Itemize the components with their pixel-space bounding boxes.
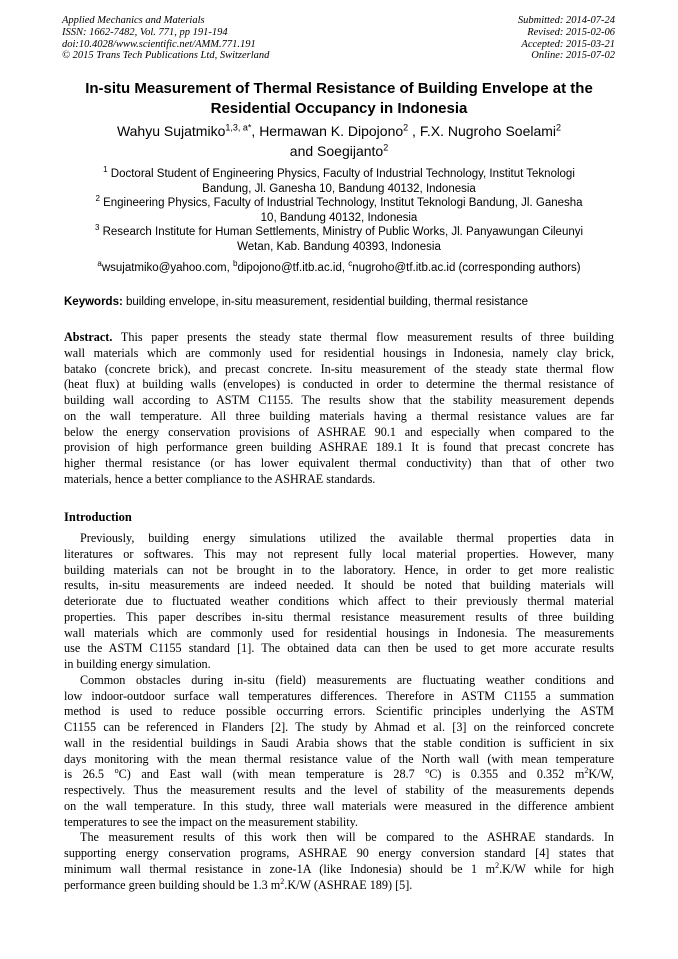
- abstract-line: [64, 330, 614, 346]
- text-run: C) and East wall (with mean temperature is 28.7: [118, 767, 426, 782]
- text-run: performance green building should be 1.3 m: [64, 877, 281, 892]
- author-list: [60, 121, 618, 161]
- date-revised: Revised: 2015-02-06: [527, 26, 615, 38]
- abstract-line: batako (concrete brick), and precast concrete. In-situ measurement of the steady state thermal flow: [64, 361, 614, 376]
- author-emails: [60, 261, 618, 276]
- paragraph-line: temperatures to see the impact on the measurement stability.: [64, 814, 358, 829]
- date-online: Online: 2015-07-02: [531, 50, 615, 62]
- paragraph-line: [64, 767, 614, 783]
- paragraph-line: [64, 878, 614, 894]
- journal-copyright: © 2015 Trans Tech Publications Ltd, Switzerland: [62, 50, 270, 62]
- paragraph-line: supporting energy conservation programs, ASHRAE 90 energy conversion standard [4] states that: [64, 846, 614, 860]
- date-accepted: Accepted: 2015-03-21: [521, 38, 615, 50]
- author-sup: 2: [383, 142, 389, 153]
- email-sup: c: [348, 259, 353, 269]
- introduction-body: [64, 531, 614, 893]
- paragraph-line: Common obstacles during in-situ (field) measurements are fluctuating weather conditions and: [80, 672, 614, 687]
- affiliation-1: [68, 167, 610, 197]
- author-sup: 1,3, a*: [225, 122, 252, 133]
- degree-sup: o: [114, 766, 119, 776]
- paragraph-line: literatures or softwares. This may not represent fully local material properties. However, many: [64, 546, 614, 561]
- degree-sup: o: [425, 766, 430, 776]
- affiliation-line: Bandung, Jl. Ganesha 10, Bandung 40132, Indonesia: [202, 183, 476, 195]
- paragraph-line: building materials can not be brought in to the laboratory. Hence, in order to get more realistic: [64, 562, 614, 577]
- paragraph-line: wall in the residential buildings in Saudi Arabia shows that the stable condition is sufficient in six: [64, 735, 614, 750]
- text-run: is 26.5: [64, 767, 115, 782]
- paragraph-line: wall materials which are commonly used for residential housings in Indonesia. The measurements: [64, 625, 614, 640]
- affiliation-number: 2: [95, 194, 100, 204]
- author-separator: ,: [408, 123, 420, 139]
- unit-sup: 2: [280, 876, 285, 886]
- abstract-line: materials, hence a better compliance to the ASHRAE standards.: [64, 471, 376, 486]
- paragraph-line: use the ASTM C1155 standard [1]. The obtained data can then be used to get more accurate results: [64, 641, 614, 656]
- keywords-text: building envelope, in-situ measurement, residential building, thermal resistance: [122, 296, 529, 308]
- paragraph-line: The measurement results of this work then will be compared to the ASHRAE standards. In: [80, 830, 614, 845]
- affiliation-3: [68, 225, 610, 255]
- keywords-label: Keywords:: [64, 296, 123, 308]
- author-sup: 2: [556, 122, 562, 133]
- paragraph-line: on the wall temperature. In this study, three wall materials were measured in the difference ambient: [64, 798, 614, 813]
- email-sup: a: [97, 259, 102, 269]
- author-name: Soegijanto: [317, 143, 384, 159]
- paragraph-line: deteriorate due to fluctuated weather conditions which affect to their previously thermal material: [64, 594, 614, 608]
- submission-dates: [518, 15, 615, 62]
- journal-name: Applied Mechanics and Materials: [62, 15, 205, 26]
- paper-title: [60, 79, 618, 119]
- text-run: K/W,: [588, 767, 614, 782]
- journal-issn: ISSN: 1662-7482, Vol. 771, pp 191-194: [62, 26, 228, 38]
- email-link[interactable]: nugroho@tf.itb.ac.id (corresponding authors): [352, 262, 581, 274]
- affiliation-number: 1: [103, 165, 108, 175]
- abstract-line: provision of high performance green building ASHRAE 189.1 It is found that precast concrete has: [64, 440, 614, 455]
- paragraph-line: Previously, building energy simulations utilized the available thermal properties data in: [80, 531, 614, 545]
- paragraph-line: properties. This paper describes in-situ thermal resistance measurement results of three building: [64, 609, 614, 624]
- paragraph-line: [64, 862, 614, 878]
- section-heading-introduction: Introduction: [64, 510, 132, 524]
- author-separator: and: [289, 143, 318, 159]
- journal-doi: doi:10.4028/www.scientific.net/AMM.771.191: [62, 38, 256, 50]
- abstract-label: Abstract.: [64, 330, 113, 344]
- email-link[interactable]: wsujatmiko@yahoo.com,: [101, 262, 234, 274]
- email-sup: b: [233, 259, 238, 269]
- text-run: .K/W (ASHRAE 189) [5].: [284, 877, 413, 892]
- affiliation-line: Engineering Physics, Faculty of Industrial Technology, Institut Teknologi Bandung, Jl. Ganesha: [103, 197, 583, 209]
- author-sup: 2: [403, 122, 409, 133]
- author-name: Wahyu Sujatmiko: [116, 123, 226, 139]
- text-run: C) is 0.355 and 0.352 m: [429, 767, 585, 782]
- paragraph-line: C1155 can be referenced in Flanders [2]. The study by Ahmad et al. [3] on the reinforced concrete: [64, 720, 614, 734]
- title-line: Residential Occupancy in Indonesia: [210, 100, 468, 117]
- affiliation-2: [68, 196, 610, 226]
- affiliation-line: Wetan, Kab. Bandung 40393, Indonesia: [237, 241, 441, 253]
- keywords: [64, 295, 618, 310]
- paragraph-line: respectively. Thus the measurement results and the level of stability of the measurements depends: [64, 783, 614, 797]
- abstract-line: wall materials which are commonly used for residential housings in Indonesia, namely clay brick,: [64, 345, 614, 360]
- text-run: .K/W while for high: [499, 861, 614, 876]
- paragraph-line: low indoor-outdoor surface wall temperatures differences. Therefore in ASTM C1155 a summation: [64, 688, 614, 703]
- abstract-line: on the wall temperature. All three building materials having a thermal resistance values are far: [64, 408, 614, 423]
- text-run: minimum wall thermal resistance in zone-1A (like Indonesia) should be 1 m: [64, 861, 496, 876]
- title-line: In-situ Measurement of Thermal Resistance of Building Envelope at the: [85, 80, 593, 97]
- abstract-line: building wall according to ASTM C1155. The results show that the stability measurement depends: [64, 393, 614, 407]
- author-separator: ,: [251, 123, 260, 139]
- unit-sup: 2: [584, 766, 589, 776]
- date-submitted: Submitted: 2014-07-24: [517, 15, 615, 26]
- abstract-text: This paper presents the steady state thermal flow measurement results of three building: [112, 330, 614, 344]
- paragraph-line: days monitoring with the mean thermal resistance value of the North wall (with mean temperature: [64, 751, 614, 766]
- email-link[interactable]: dipojono@tf.itb.ac.id,: [237, 262, 349, 274]
- abstract-line: (heat flux) at building walls (envelopes) is conducted in order to determine the thermal resistance of: [64, 377, 614, 392]
- affiliation-line: 10, Bandung 40132, Indonesia: [260, 212, 418, 224]
- paragraph-line: in building energy simulation.: [64, 657, 211, 671]
- author-name: F.X. Nugroho Soelami: [419, 123, 557, 139]
- author-name: Hermawan K. Dipojono: [259, 123, 404, 139]
- paragraph-line: results, in-situ measurements are indeed needed. It should be noted that building materials will: [64, 578, 614, 593]
- abstract-line: below the energy conservation provisions of ASHRAE 90.1 and especially when compared to the: [64, 424, 614, 439]
- affiliation-line: Research Institute for Human Settlements, Ministry of Public Works, Jl. Panyawungan Cileunyi: [102, 226, 584, 238]
- journal-info: [62, 15, 269, 62]
- paragraph-line: method is used to reduce possible occurring errors. Scientific principles underlying the ASTM: [64, 704, 614, 719]
- unit-sup: 2: [495, 860, 500, 870]
- abstract: [64, 330, 614, 488]
- affiliation-line: Doctoral Student of Engineering Physics, Faculty of Industrial Technology, Institut Teknologi: [110, 168, 575, 180]
- abstract-line: higher thermal resistance (or has lower equivalent thermal conductivity) than that of other two: [64, 456, 614, 470]
- affiliation-number: 3: [94, 223, 100, 233]
